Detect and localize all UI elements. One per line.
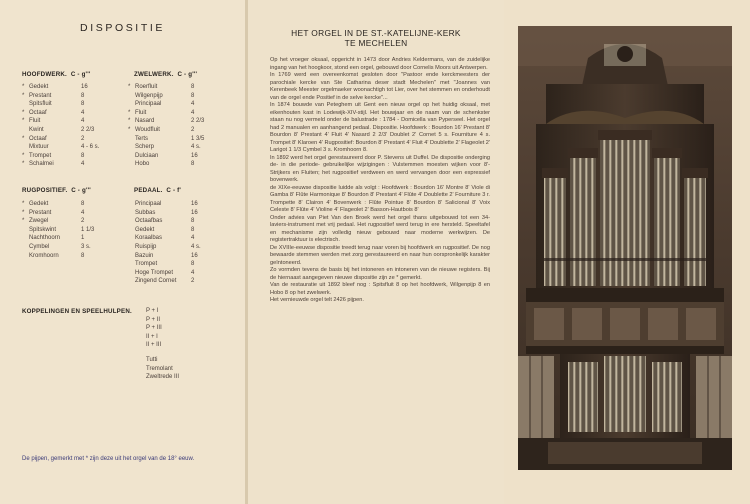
stop-row [128,209,201,218]
stop-row [128,152,204,161]
stop-row [22,143,99,152]
stop-marker [128,160,135,169]
stop-row [128,109,204,118]
stop-marker [128,92,135,101]
stop-marker: * [22,161,25,168]
stop-marker: * [128,109,131,116]
stop-marker [128,234,135,243]
stop-marker: * [22,118,25,125]
pedaal-header: PEDAAL. C - f' [134,187,182,194]
stop-value: 8 [81,252,85,259]
stop-value: 8 [81,92,85,99]
stop-marker [22,243,29,252]
stop-row [22,200,94,209]
stop-marker [128,243,135,252]
stop-name: Schalmei [29,161,54,168]
koppeling-item: P + I [146,308,159,314]
stop-marker [22,226,29,235]
stop-row [22,160,99,169]
stop-marker [128,226,135,235]
stop-marker: * [22,218,25,225]
stop-row [22,92,99,101]
stop-name: Kwint [29,126,44,133]
hoofdwerk-stop-list [22,83,99,169]
stop-marker: * [22,109,25,116]
stop-value: 8 [81,201,85,207]
koppelingen-list [146,307,162,350]
stop-row [22,117,99,126]
stop-name: Wilgenpijp [135,92,163,99]
stop-row [128,92,204,101]
stop-row [22,109,99,118]
stop-row [22,217,94,226]
stop-name: Gedekt [29,201,49,207]
stop-marker [128,269,135,278]
stop-value: 1 3/5 [191,135,205,142]
stop-name: Hobo [135,161,150,168]
stop-name: Subbas [135,209,156,216]
stop-name: Kromhoorn [29,252,59,259]
stop-value: 1 [81,235,85,242]
stop-row [22,83,99,92]
article-paragraph: Op het vroeger oksaal, opgericht in 1473 door Andries Keldermans, van de zuidelijke ingang van het hoogkoor, stond een orgel, gebouwd door Cornelis Moors uit Antwerpen. [270,57,490,71]
stop-marker [128,277,135,286]
stop-row [22,100,99,109]
stop-marker: * [22,152,25,159]
article-paragraph: Onder advies van Piet Van den Broek werd het orgel thans uitgebouwd tot een 34-laviers-instrument met vrij pedaal. Het rugpositief werd terug in ere hersteld. Speeltafel en mechanisme zijn volledig nieuw gebouwd naar moderne werkwijzen. De registertraktuur is electrisch. [270,214,490,243]
stop-name: Bazuin [135,252,154,259]
stop-row [128,217,201,226]
stop-value: 4 [81,161,85,168]
stop-marker: * [22,209,25,216]
speelhulpen-list [146,356,179,382]
stop-value: 2 [191,126,195,133]
koppelingen-header: KOPPELINGEN EN SPEELHULPEN. [22,308,132,315]
speelhulp-item: Tutti [146,357,158,363]
stop-name: Gedekt [29,84,49,90]
stop-name: Fluit [29,118,41,125]
stop-name: Ruispijp [135,243,157,250]
stop-name: Koraalbas [135,235,163,242]
stop-name: Gedekt [135,226,155,233]
stop-marker [128,143,135,152]
stop-marker [128,200,135,209]
article-paragraph: de XIXe-eeuwse dispositie luidde als volgt : Hoofdwerk : Bourdon 16' Montre 8' Viole di Gamba 8' Flûte Harmonique 8' Bourdon 8' Prestant 4' Flûte 4' Doublette 2' Fourniture 3 r. Trompette 8' Clairon 4' Bovenwerk : Flûte Pointue 8' Bourdon 8' Salicional 8' Voix Celeste 8' Flûte 4' Violine 4' Flageolet 2' Basson-Hautbois 8' [270,184,490,213]
stop-marker: * [128,84,131,90]
disposition-title: DISPOSITIE [80,22,165,34]
stop-row [128,143,204,152]
stop-name: Zingend Cornet [135,278,177,285]
article-paragraph: Zo vormden tevens de basis bij het intoneren en intoneren van de nieuwe registers. Bij de hiernaast aangegeven nieuwe dispositie zijn ze * gemerkt. [270,267,490,281]
stop-marker [128,135,135,144]
stop-name: Scherp [135,144,155,151]
stop-value: 2 2/3 [191,118,205,125]
article-paragraph: Van de restauratie uit 1892 bleef nog : Spitsfluit 8 op het hoofdwerk, Wilgenpijp 8 en Hobo 8 op het zwelwerk. [270,282,490,296]
stop-name: Terts [135,135,149,142]
stop-marker: * [22,84,25,90]
koppeling-item: II + I [146,333,158,340]
stop-marker [22,100,29,109]
stop-name: Spitsfluit [29,101,52,108]
stop-row [128,277,201,286]
stop-marker: * [22,92,25,99]
stop-value: 2 [81,135,85,142]
stop-marker: * [22,201,25,207]
stop-value: 2 [191,278,195,285]
stop-marker [22,252,29,261]
koppeling-item: P + II [146,316,161,323]
stop-row [128,100,204,109]
article-paragraph: De XVIIIe-eeuwse dispositie treedt terug naar voren bij hoofdwerk en rugpositief. De nog bewaarde stemmen werden met zorg gerestaureerd en naar hun oorspronkelijk karakter geïntoneerd. [270,244,490,266]
stop-value: 16 [81,84,88,90]
pedaal-stop-list [128,200,201,286]
stop-marker: * [22,135,25,142]
stop-marker [128,209,135,218]
stop-marker [128,252,135,261]
koppeling-item: II + III [146,342,162,349]
stop-marker [22,126,29,135]
stop-row [128,252,201,261]
stop-marker [22,234,29,243]
stop-name: Hoge Trompet [135,269,174,276]
hoofdwerk-header: HOOFDWERK. C - g''' [22,71,91,78]
stop-name: Nasard [135,118,155,125]
stop-row [22,126,99,135]
stop-row [22,226,94,235]
koppeling-item: P + III [146,325,162,332]
stop-row [128,135,204,144]
footnote: De pijpen, gemerkt met * zijn deze uit het orgel van de 18° eeuw. [22,456,195,462]
stop-value: 16 [191,252,198,259]
stop-value: 4 [191,109,195,116]
stop-value: 4 [191,269,195,276]
rugpositief-header: RUGPOSITIEF. C - g''' [22,187,91,194]
stop-marker [22,143,29,152]
article-paragraph: In 1874 bouwde van Peteghem uit Gent een nieuw orgel op het huidig oksaal, met eikenhouten kast in Lodewijk-XIV-stijl. Het bouwjaar en de naam van de schenkster staan nu nog vermeld onder de balustrade : 1784 - Domicella van Pyperseel. Het orgel had 2 manualen en aanhangend pedaal. Dispositie. Hoofdwerk : Bourdon 16' Prestant 8' Bourdon 8' Prestant 4' Fluit 4' Nasard 2 2/3' Doublet 2' Cornet 5 s. Fourniture 4 s. Trompet 8' Klaroen 4' Rugpositief: Bourdon 8' Prestant 4' Fluit 4' Doublette 2' Flageolet 2' Larigot 1 1/3 Cymbel 3 s. Kromhoorn 8. [270,102,490,153]
zwelwerk-header: ZWELWERK. C - g''' [134,71,198,78]
stop-name: Prestant [29,92,52,99]
stop-name: Principaal [135,201,162,207]
stop-row [22,135,99,144]
article-title: HET ORGEL IN DE ST.-KATELIJNE-KERK TE MECHELEN [291,28,461,48]
stop-row [128,126,204,135]
stop-value: 8 [191,161,195,168]
stop-name: Octaaf [29,109,47,116]
stop-row [22,234,94,243]
stop-row [22,243,94,252]
stop-name: Zwegel [29,218,49,225]
stop-row [128,83,204,92]
stop-name: Trompet [29,152,52,159]
stop-value: 8 [191,84,195,90]
organ-photo [518,26,732,470]
stop-row [22,152,99,161]
stop-value: 8 [191,92,195,99]
stop-name: Mixtuur [29,144,49,151]
stop-marker [128,152,135,161]
stop-value: 3 s. [81,243,91,250]
stop-name: Octaaf [29,135,47,142]
speelhulp-item: Tremolant [146,365,173,372]
stop-marker [128,100,135,109]
speelhulp-item: Zweltrede III [146,374,180,381]
stop-name: Spitskwint [29,226,57,233]
stop-row [128,234,201,243]
stop-row [128,269,201,278]
stop-value: 4 - 6 s. [81,144,100,151]
stop-value: 4 [191,235,195,242]
stop-name: Cymbel [29,243,50,250]
stop-name: Fluit [135,109,147,116]
stop-name: Dulciaan [135,152,159,159]
stop-marker: * [128,126,131,133]
stop-name: Trompet [135,261,158,268]
stop-name: Principaal [135,101,162,108]
stop-value: 8 [191,226,195,233]
rugpositief-stop-list [22,200,94,260]
stop-value: 2 2/3 [81,126,95,133]
stop-row [128,117,204,126]
stop-row [128,243,201,252]
stop-value: 8 [81,152,85,159]
stop-marker: * [128,118,131,125]
stop-value: 4 s. [191,144,201,151]
stop-value: 8 [191,218,195,225]
stop-value: 4 [191,101,195,108]
stop-value: 1 1/3 [81,226,95,233]
stop-value: 4 [81,209,85,216]
stop-row [128,200,201,209]
stop-value: 8 [81,101,85,108]
stop-name: Prestant [29,209,52,216]
stop-name: Roerfluit [135,84,158,90]
stop-value: 16 [191,152,198,159]
stop-row [128,260,201,269]
stop-row [22,209,94,218]
stop-name: Woudfluit [135,126,160,133]
stop-marker [128,260,135,269]
stop-value: 8 [191,261,195,268]
stop-value: 4 [81,118,85,125]
article-paragraph: In 1769 werd een overeenkomst gesloten door "Pastoor ende kerckmeesters der parochiale kercke van Ste Catharina deser stadt Mechelen" met "Joannes van Kerenbeek Meester orgelmaeker woonachtigh tot Lier, over het stemmen en onderhoudt van de orgel ende Positief in de selve kercke"... [270,72,490,101]
article-paragraph: In 1892 werd het orgel gerestaureerd door P. Stevens uit Duffel. De dispositie onderging de- in die periode- gebruikelijke wijzigingen : Vulstemmen moesten wijken voor 8'-Strijkers en Fluiten; het rugpositief verdween en werd vervangen door een expressief bovenwerk. [270,154,490,183]
stop-marker [128,217,135,226]
stop-row [22,252,94,261]
stop-row [128,160,204,169]
stop-row [128,226,201,235]
stop-value: 4 [81,109,85,116]
stop-name: Octaafbas [135,218,163,225]
stop-value: 16 [191,209,198,216]
stop-value: 4 s. [191,243,201,250]
stop-name: Nachthoorn [29,235,61,242]
article-body [270,57,490,305]
stop-value: 16 [191,201,198,207]
article-paragraph: Het vernieuwde orgel telt 2426 pijpen. [270,297,364,303]
stop-value: 2 [81,218,85,225]
zwelwerk-stop-list [128,83,204,169]
